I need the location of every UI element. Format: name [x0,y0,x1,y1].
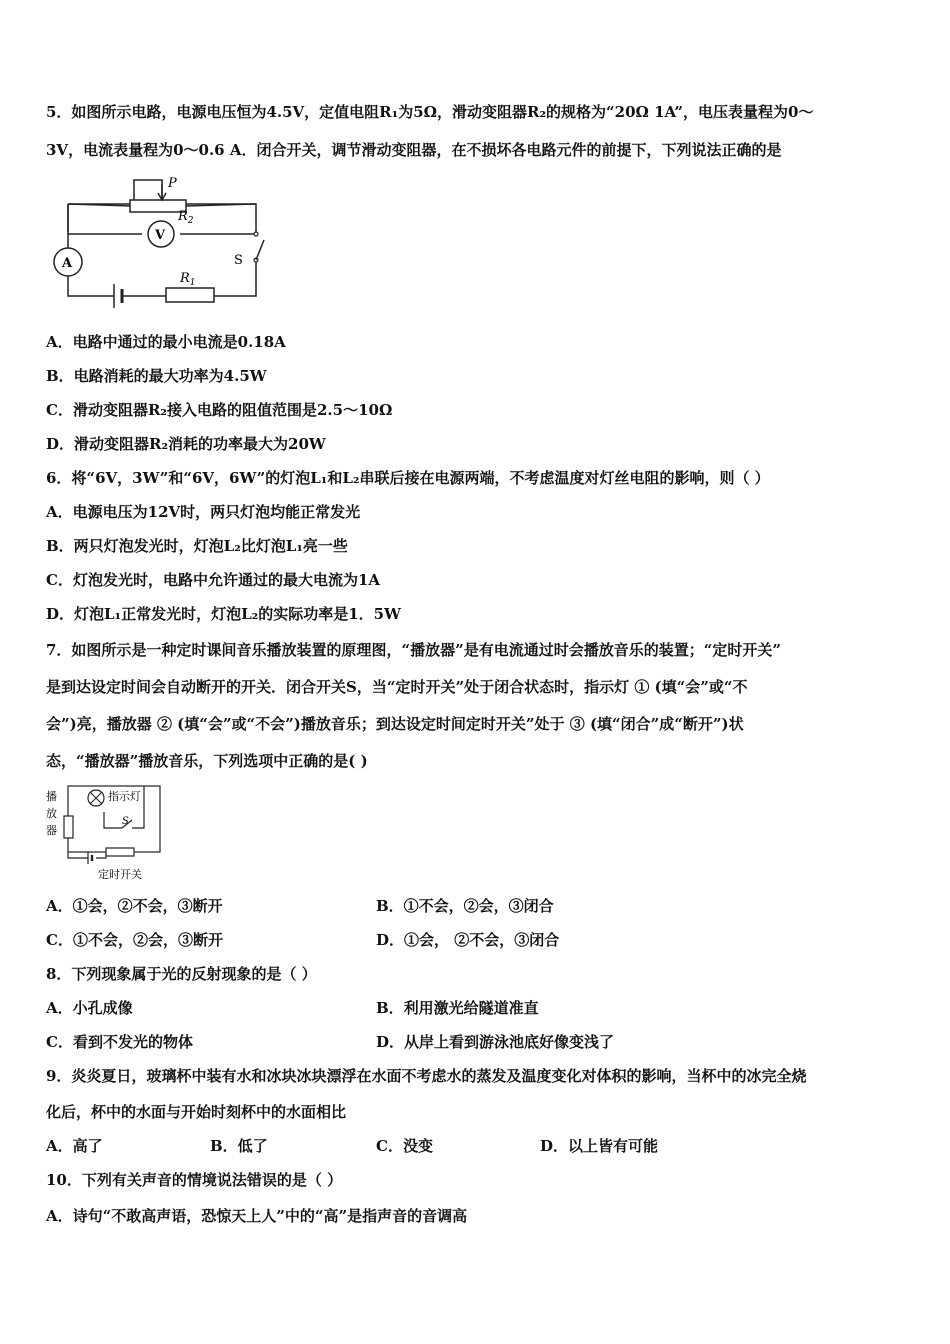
label-s: S [234,253,243,268]
q6-option-d: D．灯泡L₁正常发光时，灯泡L₂的实际功率是1．5W [46,605,401,623]
q5-circuit-diagram [44,172,270,316]
player-box [64,816,73,838]
q8-option-b: B．利用激光给隧道准直 [376,999,539,1017]
q8-option-a: A．小孔成像 [46,999,133,1017]
label-player-1: 播 [46,790,57,803]
timer-switch [106,848,134,856]
q5-stem-line2: 3V，电流表量程为0～0.6 A．闭合开关，调节滑动变阻器，在不损坏各电路元件的前提下，下列说法正确的是 [46,141,782,159]
q5-stem-line1: 5．如图所示电路，电源电压恒为4.5V，定值电阻R₁为5Ω，滑动变阻器R₂的规格为“20Ω 1A”，电压表量程为0～ [46,103,814,121]
q8-stem: 8．下列现象属于光的反射现象的是（ ） [46,965,317,983]
q9-option-c: C．没变 [376,1137,433,1155]
q7-stem-line4: 态，“播放器”播放音乐，下列选项中正确的是( ) [46,752,368,770]
q5-option-b: B．电路消耗的最大功率为4.5W [46,367,267,385]
q7-option-b: B．①不会，②会，③闭合 [376,897,554,915]
label-timer: 定时开关 [98,868,142,881]
label-a: A [62,256,73,271]
q7-stem-line1: 7．如图所示是一种定时课间音乐播放装置的原理图，“播放器”是有电流通过时会播放音乐的装置；“定时开关” [46,641,781,659]
label-player-2: 放 [46,807,57,820]
p-slider-arrow [158,184,166,200]
label-s: S [122,816,129,827]
q5-option-d: D．滑动变阻器R₂消耗的功率最大为20W [46,435,326,453]
q5-option-a: A．电路中通过的最小电流是0.18A [46,333,286,351]
q7-option-d: D．①会， ②不会，③闭合 [376,931,560,949]
q8-option-d: D．从岸上看到游泳池底好像变浅了 [376,1033,615,1051]
q6-option-a: A．电源电压为12V时，两只灯泡均能正常发光 [46,503,361,521]
q5-option-c: C．滑动变阻器R₂接入电路的阻值范围是2.5～10Ω [46,401,393,419]
label-p: P [168,176,177,191]
switch-s [256,240,264,260]
q9-stem-line2: 化后，杯中的水面与开始时刻杯中的水面相比 [46,1103,347,1121]
q7-option-c: C．①不会，②会，③断开 [46,931,223,949]
label-v: V [155,228,166,243]
label-r1: $R_1$ [180,271,196,288]
q10-stem: 10．下列有关声音的情境说法错误的是（ ） [46,1171,343,1189]
q7-stem-line2: 是到达设定时间会自动断开的开关．闭合开关S，当“定时开关”处于闭合状态时，指示灯 ① (填“会”或“不 [46,678,748,696]
q10-option-a: A．诗句“不敢高声语，恐惊天上人”中的“高”是指声音的音调高 [46,1207,468,1225]
q7-circuit-diagram [44,782,168,882]
q9-option-b: B．低了 [210,1137,268,1155]
label-lamp: 指示灯 [108,790,141,803]
label-r2: $R_2$ [178,209,194,226]
q8-option-c: C．看到不发光的物体 [46,1033,193,1051]
q6-option-c: C．灯泡发光时，电路中允许通过的最大电流为1A [46,571,381,589]
q9-stem-line1: 9．炎炎夏日，玻璃杯中装有水和冰块冰块漂浮在水面不考虑水的蒸发及温度变化对体积的影响，当杯中的冰完全烧 [46,1067,807,1085]
q7-stem-line3: 会”)亮，播放器 ② (填“会”或“不会”)播放音乐；到达设定时间定时开关”处于 ③ (填“闭合”成“断开”)状 [46,715,744,733]
q6-stem: 6．将“6V，3W”和“6V，6W”的灯泡L₁和L₂串联后接在电源两端，不考虑温度对灯丝电阻的影响，则（ ） [46,469,770,487]
label-player-3: 器 [46,824,57,837]
r1-resistor [166,288,214,302]
q6-option-b: B．两只灯泡发光时，灯泡L₂比灯泡L₁亮一些 [46,537,348,555]
q9-option-a: A．高了 [46,1137,103,1155]
q7-option-a: A．①会，②不会，③断开 [46,897,223,915]
q9-option-d: D．以上皆有可能 [540,1137,659,1155]
